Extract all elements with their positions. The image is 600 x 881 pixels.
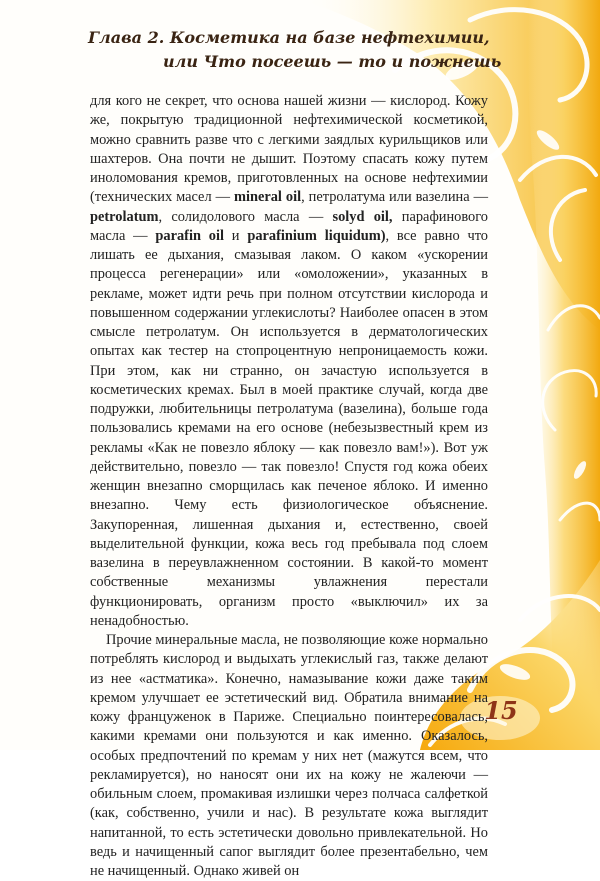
paragraph-1 <box>90 92 488 631</box>
text-run: парафинового масла — <box>90 208 488 244</box>
term-petrolatum: petrolatum <box>90 208 159 225</box>
term-parafinium-liquidum: parafinium liquidum) <box>247 227 386 244</box>
chapter-title-line-1: Глава 2. Косметика на базе нефтехимии, <box>88 28 490 47</box>
text-run: для кого не секрет, что основа нашей жизни — кислород. Кожу же, покрытую традиционной нефтехимической косметикой, можно сравнить разве что с легкими заядлых курильщиков или шахтеров. Она почти не дышит. Поэтому спасать кожу путем иноломования кремов, приготовленных на основе нефтехимии (технических масел — <box>90 93 488 206</box>
text-run: и <box>223 227 248 244</box>
term-parafin-oil: parafin oil <box>155 227 224 244</box>
paragraph-2: Прочие минеральные масла, не позволяющие коже нормально потреблять кислород и выдыхать углекислый газ, также делают из нее «астматика». Конечно, намазывание кожи даже таким кремом улучшает ее эстетический вид. Обратила внимание на кожу француженок в Париже. Специально поинтересовалась, какими кремами они пользуются и как именно. Оказалось, особых предпочтений по кремам у них нет (мажутся всем, что рекламируется), но наносят они их на кожу не жалеючи — обильным слоем, промакивая излишки через полчаса салфеткой (как, собственно, учили и нас). В результате кожа выглядит напитанной, то есть эстетически довольно привлекательной. Но ведь и начищенный сапог выглядит более презентабельно, чем не начищенный. Однако живей он <box>90 632 488 879</box>
text-run: , петролатума или вазелина — <box>301 189 488 206</box>
text-run: , все равно что лишать ее дыхания, смазывая лаком. О каком «ускорении процесса регенерации» или «омоложении», указанных в рекламе, может идти речь при полном отсутствии кислорода и повышенном содержании углекислоты? Наиболее опасен в этом смысле петролатум. Он используется в дерматологических опытах как тестер на стопроцентную непроницаемость кожи. При этом, как ни странно, он зачастую используется в косметических кремах. Был в моей практике случай, когда две подружки, любительницы петролатума (вазелина), больше года пользовались кремами на его основе (небезызвестный крем из рекламы «Как не повезло яблоку — как повезло вам!»). Вот уж действительно, повезло — так повезло! Спустя год кожа обеих женщин внезапно сморщилась как печеное яблоко. И именно внезапно. Чему есть физиологическое объяснение. Закупоренная, лишенная дыхания и, естественно, своей выделительной функции, кожа весь год пребывала под слоем вазелина в переувлажненном состоянии. В какой-то момент собственные механизмы увлажнения перестали функционировать, организм просто «выключил» их за ненадобностью. <box>90 227 488 629</box>
body-text <box>90 92 488 881</box>
term-solyd-oil: solyd oil, <box>332 208 393 225</box>
chapter-title-line-2: или Что посеешь — то и пожнешь <box>163 52 502 71</box>
term-mineral-oil: mineral oil <box>233 189 302 206</box>
text-run: , солидолового масла — <box>158 208 333 225</box>
page-number: 15 <box>484 696 518 725</box>
chapter-header <box>88 26 502 74</box>
